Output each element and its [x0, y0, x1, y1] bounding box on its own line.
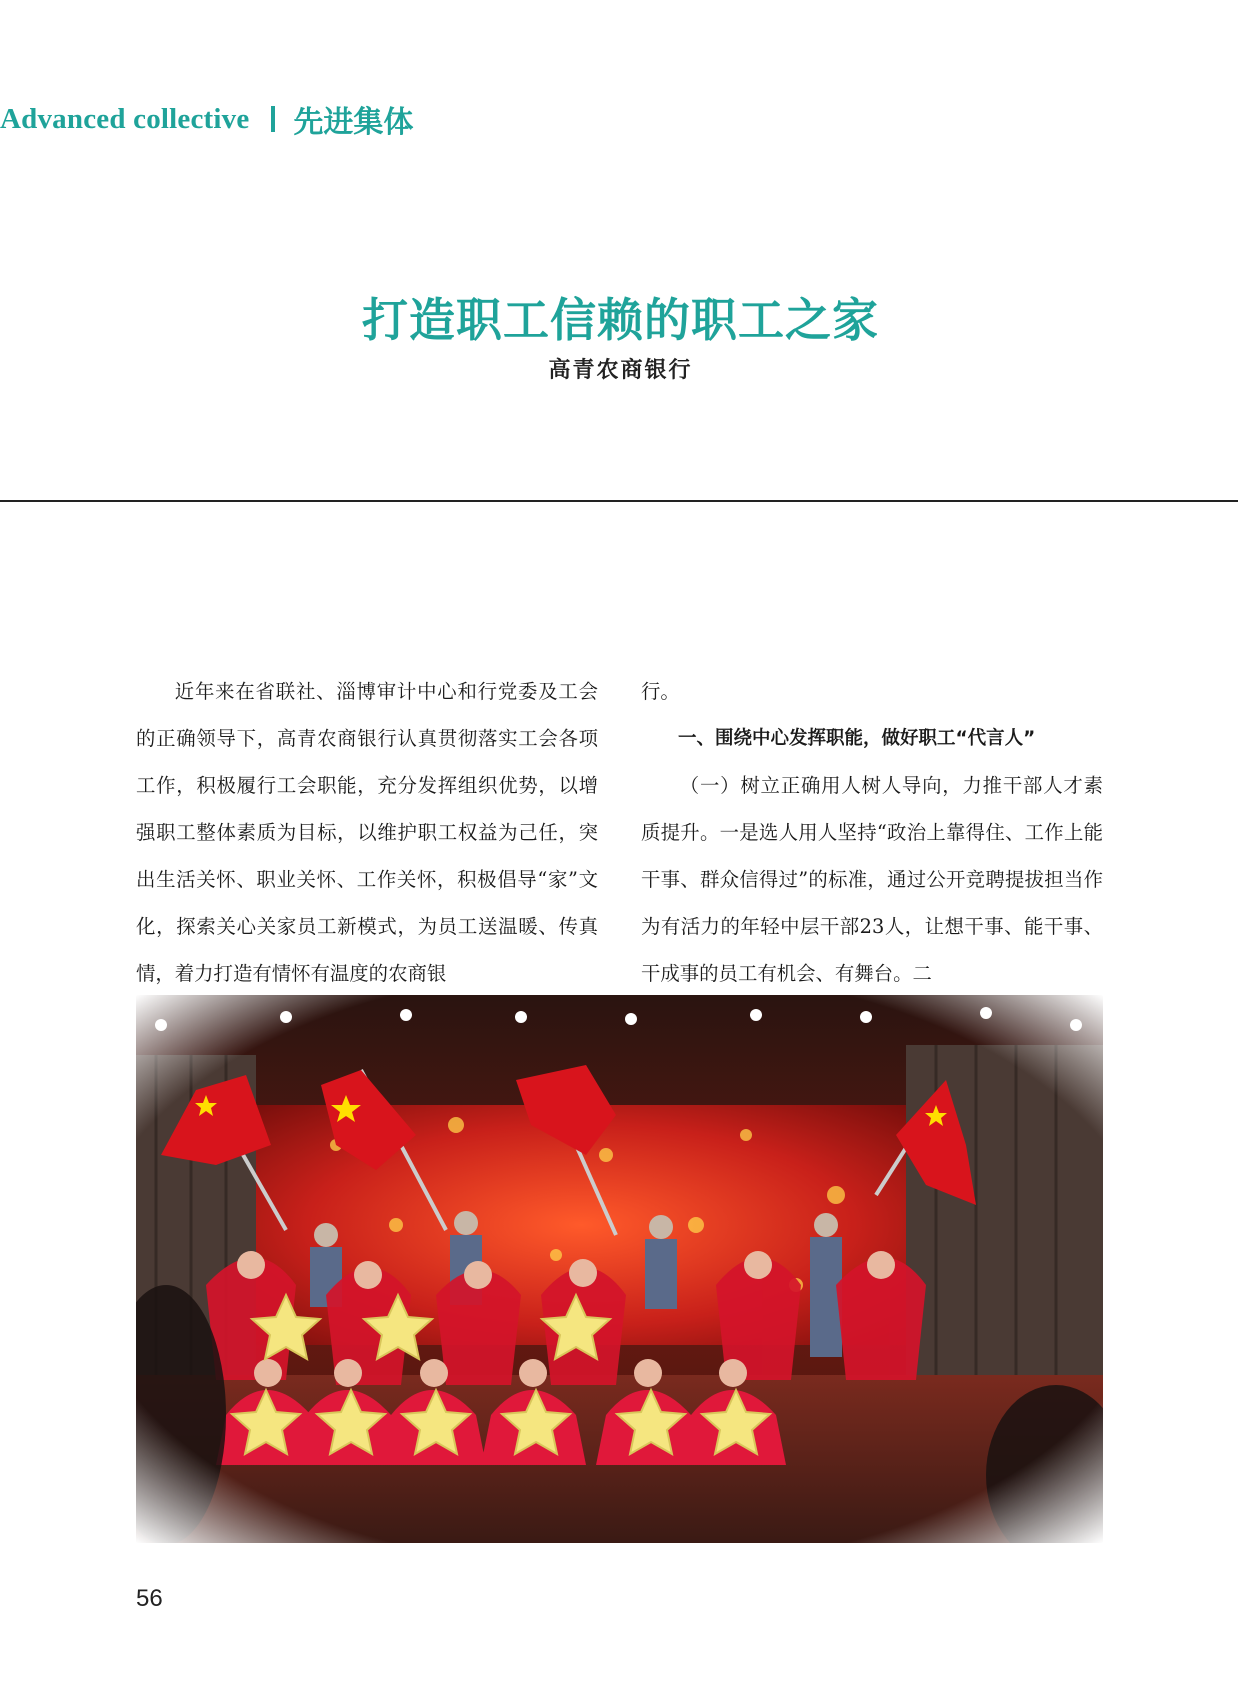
body-paragraph-continuation: 行。 [641, 680, 680, 703]
performance-illustration [136, 995, 1103, 1543]
body-column-right [641, 668, 1103, 994]
body-paragraph-intro: 近年来在省联社、淄博审计中心和行党委及工会的正确领导下，高青农商银行认真贯彻落实工会各项工作，积极履行工会职能，充分发挥组织优势，以增强职工整体素质为目标，以维护职工权益为己任，突出生活关怀、职业关怀、工作关怀，积极倡导“家”文化，探索关心关家员工新模式，为员工送温暖、传真情，着力打造有情怀有温度的农商银 [136, 680, 598, 985]
body-paragraph-1: （一）树立正确用人树人导向，力推干部人才素质提升。一是选人用人坚持“政治上靠得住、工作上能干事、群众信得过”的标准，通过公开竞聘提拔担当作为有活力的年轻中层干部23人，让想干事、能干事、干成事的员工有机会、有舞台。二 [641, 774, 1103, 985]
page-number: 56 [136, 1585, 163, 1612]
performance-photo [136, 995, 1103, 1543]
article-title: 打造职工信赖的职工之家 [362, 293, 879, 347]
section-title-chinese: 先进集体 [293, 105, 414, 140]
body-column-left [136, 668, 598, 994]
article-author: 高青农商银行 [548, 358, 693, 383]
section-title-english: Advanced collective [0, 102, 250, 135]
section-header [0, 94, 413, 144]
section-heading: 一、围绕中心发挥职能，做好职工“代言人” [678, 728, 1036, 749]
title-divider [0, 500, 1238, 502]
section-separator [271, 106, 275, 132]
